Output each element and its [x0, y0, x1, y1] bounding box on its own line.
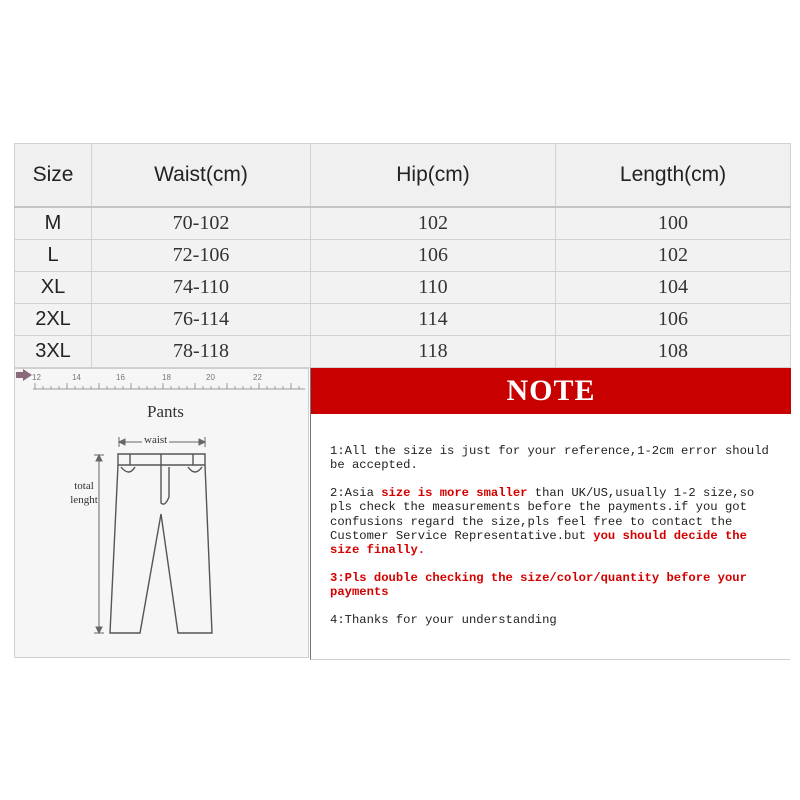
waist-cell: 76-114	[92, 304, 311, 336]
ruler-number: 14	[72, 373, 81, 382]
header-hip: Hip(cm)	[311, 144, 556, 208]
note-item-2	[330, 486, 780, 558]
hip-cell: 102	[311, 207, 556, 240]
table-row	[15, 272, 791, 304]
note-item-4: 4:Thanks for your understanding	[330, 612, 557, 627]
length-cell: 102	[556, 240, 791, 272]
size-cell: M	[15, 207, 92, 240]
table-row	[15, 304, 791, 336]
size-cell: XL	[15, 272, 92, 304]
note-item-2-text: 2:Asia	[330, 485, 382, 500]
pointer-arrow-icon	[15, 369, 33, 381]
note-body	[330, 444, 780, 640]
waist-cell: 72-106	[92, 240, 311, 272]
length-cell: 106	[556, 304, 791, 336]
waist-cell: 78-118	[92, 336, 311, 368]
header-size: Size	[15, 144, 92, 208]
ruler-number: 12	[32, 373, 41, 382]
hip-cell: 114	[311, 304, 556, 336]
table-row	[15, 336, 791, 368]
size-cell: 2XL	[15, 304, 92, 336]
pants-diagram-panel	[14, 368, 309, 658]
size-cell: L	[15, 240, 92, 272]
ruler-number: 18	[162, 373, 171, 382]
note-item-2-emphasis: size is more smaller	[381, 485, 528, 500]
note-item-2-text: than UK/US,usually 1-2 size,so pls check the measurements before the payments.if you got confusions regard the size,pls feel free to contact the Customer Service Representative.but	[330, 485, 755, 544]
length-cell: 100	[556, 207, 791, 240]
note-item-2-emphasis: you should decide the size finally.	[330, 529, 747, 558]
size-cell: 3XL	[15, 336, 92, 368]
waist-cell: 74-110	[92, 272, 311, 304]
length-cell: 108	[556, 336, 791, 368]
table-row	[15, 240, 791, 272]
note-item-3-emphasis: Pls double checking the size/color/quantity before your payments	[330, 570, 747, 600]
ruler-number: 20	[206, 373, 215, 382]
pants-title: Pants	[147, 402, 184, 421]
table-row	[15, 207, 791, 240]
note-item-1: 1:All the size is just for your reference,1-2cm error should be accepted.	[330, 444, 769, 473]
length-label-line1: total	[74, 480, 94, 492]
waist-label: waist	[144, 434, 168, 446]
hip-cell: 106	[311, 240, 556, 272]
size-table-header-row	[15, 144, 791, 208]
note-header: NOTE	[311, 368, 791, 414]
ruler-number: 22	[253, 373, 262, 382]
header-waist: Waist(cm)	[92, 144, 311, 208]
note-panel	[310, 368, 790, 660]
ruler	[33, 383, 305, 389]
header-length: Length(cm)	[556, 144, 791, 208]
waist-cell: 70-102	[92, 207, 311, 240]
length-label-line2: lenght	[70, 494, 98, 506]
pants-outline	[110, 454, 212, 633]
note-item-3-number: 3:	[330, 570, 345, 585]
length-label	[62, 479, 106, 507]
hip-cell: 118	[311, 336, 556, 368]
note-item-3	[330, 571, 780, 600]
hip-cell: 110	[311, 272, 556, 304]
ruler-number: 16	[116, 373, 125, 382]
size-table	[14, 143, 791, 368]
length-cell: 104	[556, 272, 791, 304]
